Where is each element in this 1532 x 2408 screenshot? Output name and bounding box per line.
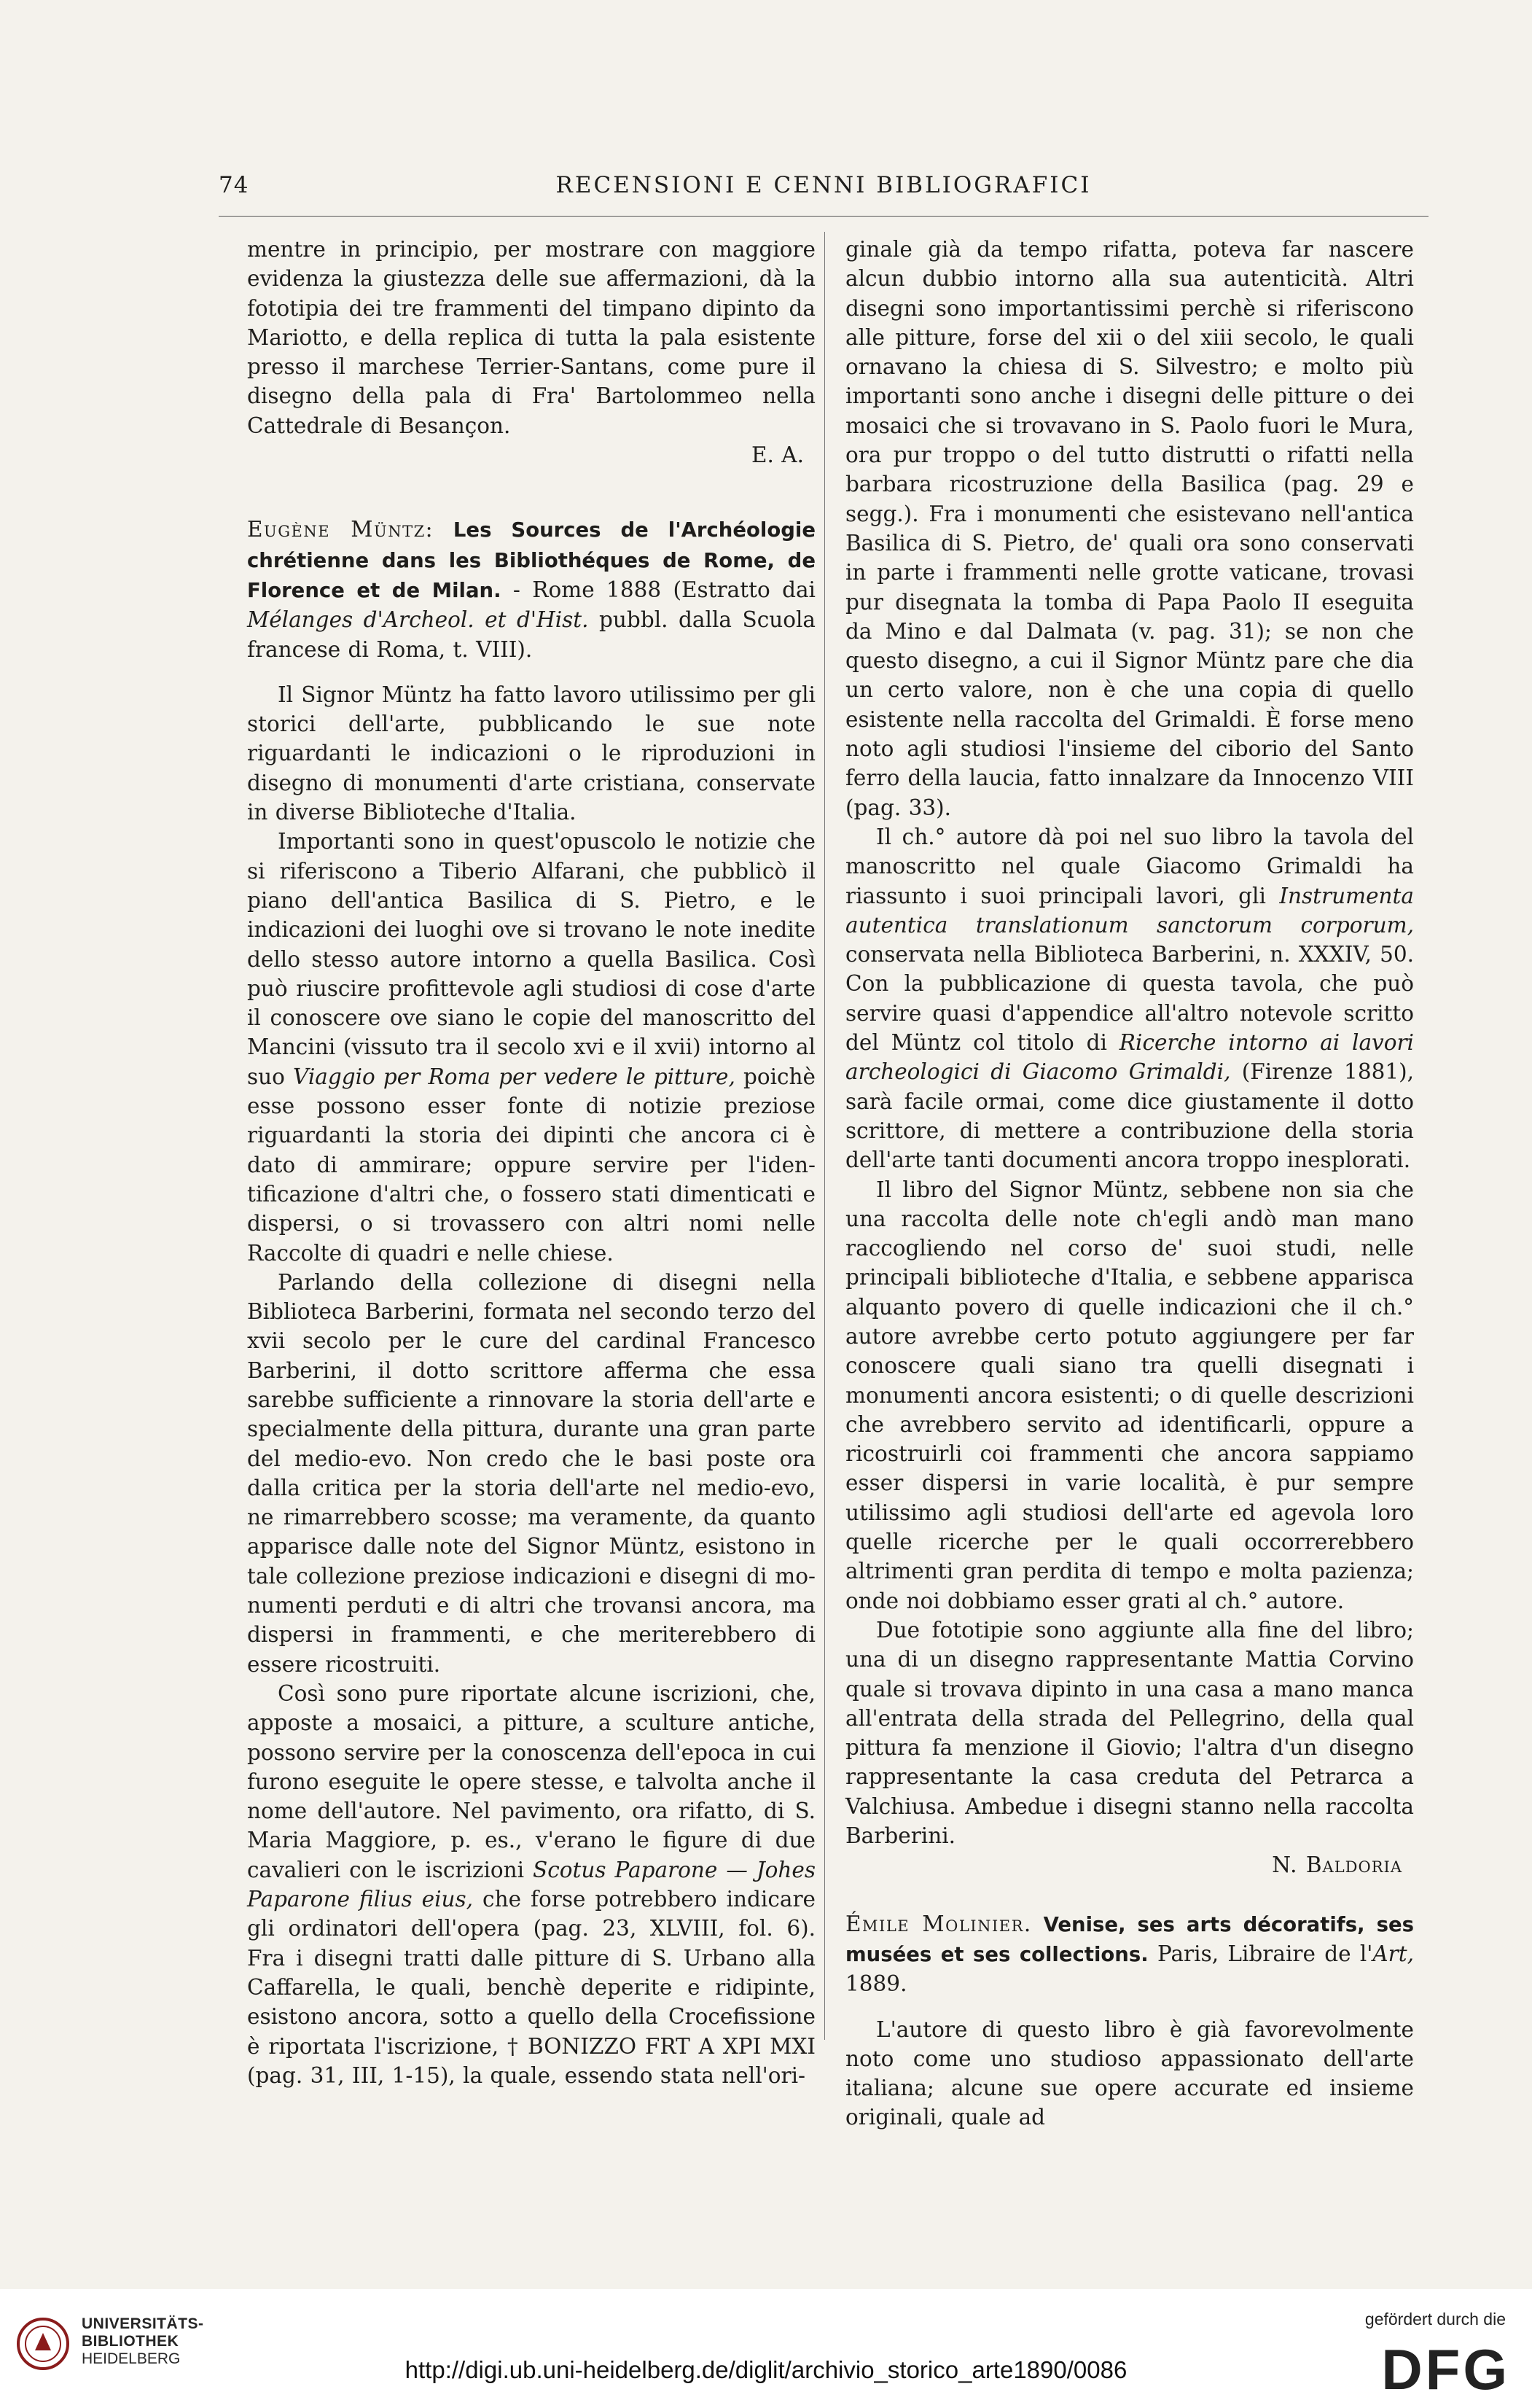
bibliographic-entry xyxy=(247,515,816,663)
library-name-line3: HEIDELBERG xyxy=(82,2350,181,2367)
paragraph: L'autore di questo libro è già favorevolmente noto come uno studioso appassionato dell'arte italiana; alcune sue opere accurate ed insieme originali, quale ad xyxy=(845,2017,1414,2130)
italic-title: Viaggio per Roma per vedere le pitture, xyxy=(293,1064,735,1089)
header-rule xyxy=(219,216,1429,217)
spacer xyxy=(247,469,816,499)
entry-title: Les Sources de l'Archéologie chrétienne dans les Bibliothéques de Rome, de Florence et de Milan. xyxy=(247,518,816,602)
paragraph: ginale già da tempo rifatta, poteva far nascere alcun dubbio intorno alla sua autenticità. Altri disegni sono importantissimi perchè si riferiscono alle pitture, forse del xii o del xiii secolo, le quali ornavano la chiesa di S. Silvestro; e molto più importanti sono anche i disegni delle pitture o dei mosaici che si trovavano in S. Paolo fuori le Mura, ora pur troppo o del tutto distrutti o rifatti nella barbara ricostruzione della Basilica (pag. 29 e segg.). Fra i monumenti che esistevano nell'antica Basilica di S. Pietro, de' quali ora sono conservati in parte i frammenti nelle grotte vaticane, trovasi pur disegnata la tomba di Papa Paolo II eseguita da Mino e dal Dalmata (v. pag. 31); se non che questo disegno, a cui il Signor Müntz pare che dia un certo valore, non è che una copia di quello esistente nella raccolta del Grimaldi. È forse meno noto agli studiosi l'insieme del ciborio del Santo ferro della laucia, fatto innalzare da Innocenzo VIII (pag. 33). xyxy=(845,237,1414,820)
bibliographic-entry xyxy=(845,1909,1414,1999)
running-title: RECENSIONI E CENNI BIBLIOGRAFICI xyxy=(555,172,1092,198)
entry-title: Venise, ses arts décoratifs, ses musées et ses collections. xyxy=(845,1912,1414,1966)
entry-author: Émile Molinier. xyxy=(845,1911,1032,1936)
entry-publication: - Rome 1888 (Estratto dai xyxy=(501,577,816,602)
paragraph: mentre in principio, per mostrare con maggiore evidenza la giustezza delle sue affermazioni, dà la fototipia dei tre frammenti del timpano dipinto da Mariotto, e della replica di tutta la pala esistente presso il marchese Terrier-Santans, come pure il disegno della pala di Fra' Bartolommeo nella Cattedrale di Besançon. xyxy=(247,237,816,438)
text-run: poichè esse possono esser fonte di notizie preziose riguardanti la storia dei dipinti che ancora ci è dato di ammirare; oppure servire per l'identificazione d'altri che, o fossero stati dimenticati e dispersi, o si trovassero con altri nomi nelle Raccolte di quadri e nelle chiese. xyxy=(247,1064,816,1266)
left-column xyxy=(247,235,816,2090)
paragraph: Parlando della collezione di disegni nella Biblioteca Barberini, formata nel secondo terzo del xvii secolo per le cure del cardinal Francesco Barberini, il dotto scrittore afferma che essa sarebbe sufficiente a rinnovare la storia dell'arte e specialmente della pittura, durante una gran parte del medio-evo. Non credo che le basi poste ora dalla critica per la storia dell'arte nel medio-evo, ne rimarrebbero scosse; ma veramente, da quanto apparisce dalle note del Signor Müntz, esistono in tale collezione preziose indicazioni e disegni di monumenti perduti e di altri che trovansi ancora, ma dispersi in frammenti, e che meriterebbero di essere ricostruiti. xyxy=(247,1269,816,1677)
paragraph: Due fototipie sono aggiunte alla fine del libro; una di un disegno rappresentante Mattia Corvino quale si trovava dipinto in una casa a mano manca all'entrata della strada del Pellegrino, della qual pittura fa menzione il Giovio; l'altra d'un disegno rappresentante la casa creduta del Petrarca a Valchiusa. Ambedue i disegni stanno nella raccolta Barberini. xyxy=(845,1617,1414,1849)
funding-caption: gefördert durch die xyxy=(1364,2310,1506,2329)
text-run: che forse potrebbero indicare gli ordinatori dell'opera (pag. 23, XLVIII, fol. 6). Fra i disegni tratti dalle pitture di S. Urbano alla Caffarella, le quali, benchè deperite e ridipinte, esistono ancora, sotto a quello della Crocefissione è riportata l'iscrizione, † BONIZZO FRT A XPI MXI (pag. 31, III, 1-15), la quale, essendo stata nell'ori- xyxy=(247,1887,816,2088)
column-divider xyxy=(824,232,825,2040)
entry-journal: Mélanges d'Archeol. et d'Hist. xyxy=(247,607,589,633)
spacer xyxy=(247,499,816,515)
paragraph: Il Signor Müntz ha fatto lavoro utilissimo per gli storici dell'arte, pubblicando le sue note riguardanti le indicazioni o le riproduzioni in disegno di monumenti d'arte cristiana, conservate in diverse Biblioteche d'Italia. xyxy=(247,682,816,825)
entry-year: 1889. xyxy=(845,1971,907,1997)
dfg-logo: DFG xyxy=(1381,2337,1510,2401)
entry-author: Eugène Müntz: xyxy=(247,517,434,542)
paragraph xyxy=(247,1679,816,2090)
review-signature: E. A. xyxy=(751,443,804,468)
running-head xyxy=(219,172,1429,204)
entry-publication: Paris, Libraire de l' xyxy=(1148,1941,1373,1966)
spacer xyxy=(845,1999,1414,2015)
spacer xyxy=(247,664,816,680)
italic-title: Ricerche intorno ai lavori archeologici di Giacomo Grimaldi, xyxy=(845,1030,1414,1085)
text-run: Così sono pure riportate alcune iscrizioni, che, apposte a mosaici, a pitture, a sculture antiche, possono servire per la conoscenza dell'epoca in cui furono eseguite le opere stesse, e talvolta anche il nome dell'autore. Nel pavimento, ora rifatto, di S. Maria Maggiore, p. es., v'erano le figure di due cavalieri con le iscrizioni xyxy=(247,1680,816,1882)
spacer xyxy=(845,1880,1414,1909)
source-url-link[interactable]: http://digi.ub.uni-heidelberg.de/diglit/archivio_storico_arte1890/0086 xyxy=(405,2356,1127,2383)
paragraph xyxy=(845,822,1414,1175)
text-run: conservata nella Biblioteca Barberini, n. XXXIV, 50. Con la pubblicazione di questa tavola, che può servire quasi d'appendice all'altro notevole scritto del Müntz col titolo di xyxy=(845,942,1414,1056)
entry-publication-tail: pubbl. dalla Scuola francese di Roma, t. VIII). xyxy=(247,607,816,662)
page-number: 74 xyxy=(219,172,249,198)
review-signature: N. Baldoria xyxy=(1272,1852,1402,1878)
paragraph: Il libro del Signor Müntz, sebbene non sia che una raccolta delle note ch'egli andò man mano raccogliendo nel corso de' suoi studi, nelle principali biblioteche d'Italia, e sebbene apparisca alquanto povero di quelle indicazioni che il ch.° autore avrebbe certo potuto aggiungere per far conoscere quali siano tra quelli disegnati i monumenti ancora esistenti; o di quelle descrizioni che avrebbero servito ad identificarli, oppure a ricostruirli coi frammenti che ancora sappiamo esser dispersi in varie località, è pur sempre utilissimo agli studiosi dell'arte ed agevola loro quelle ricerche per le quali occorrerebbero altrimenti gran perdita di tempo e molta pazienza; onde noi dobbiamo esser grati al ch.° autore. xyxy=(845,1177,1414,1613)
text-run: Il ch.° autore dà poi nel suo libro la tavola del manoscritto nel quale Giacomo Grimaldi ha riassunto i suoi principali lavori, gli xyxy=(845,824,1414,908)
paragraph xyxy=(247,827,816,1267)
italic-inscription: Scotus Paparone — Johes Paparone filius eius, xyxy=(247,1857,816,1912)
library-name-line2: BIBLIOTHEK xyxy=(82,2333,179,2350)
text-run: Importanti sono in quest'opuscolo le notizie che si riferiscono a Tiberio Alfarani, che pubblicò il piano dell'antica Basilica di S. Pietro, e le indicazioni dei luoghi ove si trovano le note inedite dello stesso autore intorno a quella Basilica. Così può riuscire profittevole agli studiosi di cose d'arte il conoscere ove siano le copie del manoscritto del Mancini (vissuto tra il secolo xvi e il xvii) intorno al suo xyxy=(247,829,816,1089)
italic-title: Instrumenta autentica translationum sanctorum corporum, xyxy=(845,883,1414,938)
text-run: (Firenze 1881), sarà facile ormai, come dice giustamente il dotto scrittore, di mettere a contribuzione della storia dell'arte tanti documenti ancora troppo inesplorati. xyxy=(845,1059,1415,1173)
footer-band xyxy=(0,2289,1532,2408)
entry-journal: Art, xyxy=(1372,1941,1414,1966)
library-name-line1: UNIVERSITÄTS- xyxy=(82,2315,204,2332)
right-column xyxy=(845,235,1414,2132)
